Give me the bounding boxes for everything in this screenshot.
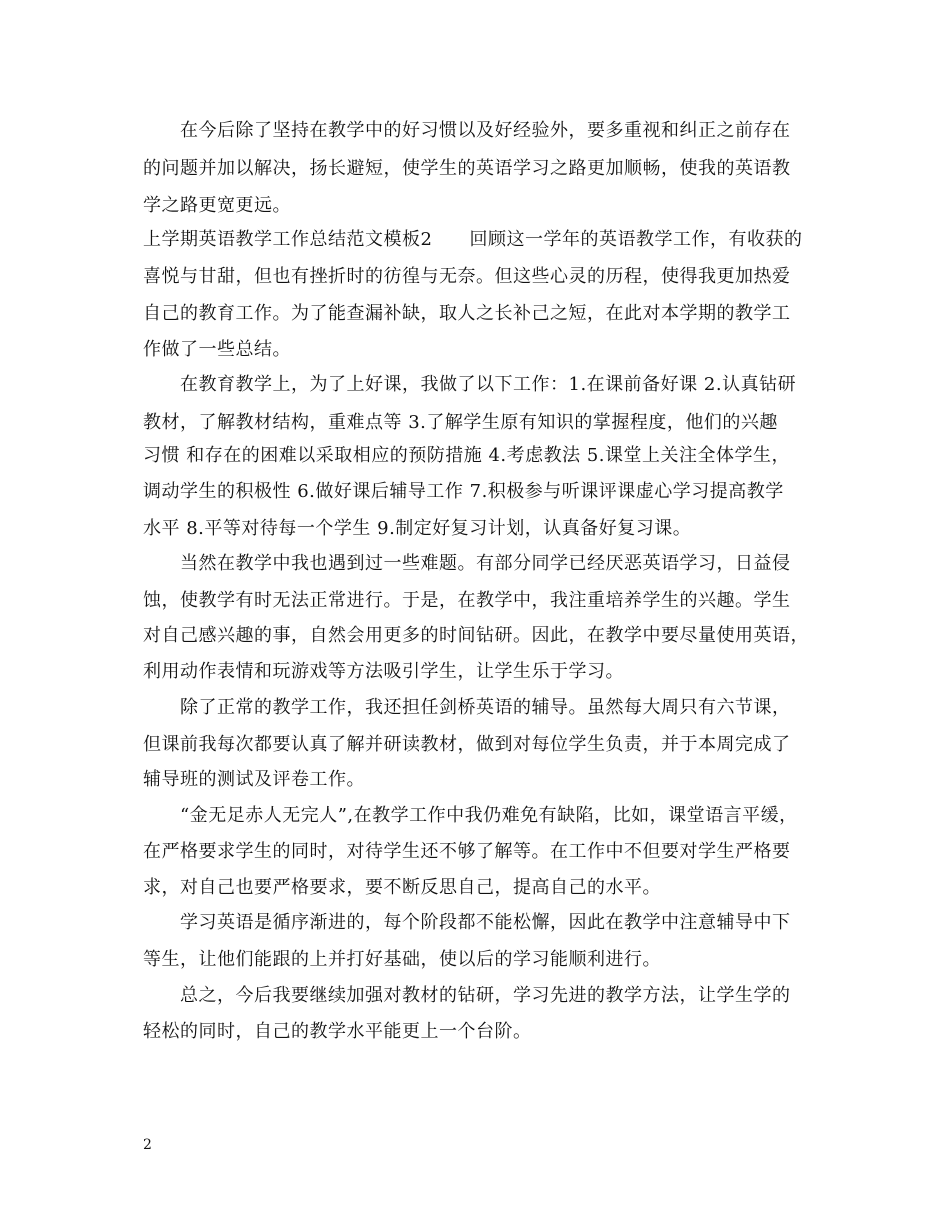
text-line: 调动学生的积极性 6.做好课后辅导工作 7.积极参与听课评课虚心学习提高教学: [143, 481, 784, 502]
text-line: 学之路更宽更远。: [143, 195, 291, 216]
text-line: 轻松的同时，自己的教学水平能更上一个台阶。: [143, 1021, 532, 1042]
text-line: 求，对自己也要严格要求，要不断反思自己，提高自己的水平。: [143, 877, 661, 898]
text-line: 但课前我每次都要认真了解并研读教材，做到对每位学生负责，并于本周完成了: [143, 734, 791, 755]
text-line: 习惯 和存在的困难以采取相应的预防措施 4.考虑教法 5.课堂上关注全体学生，: [143, 445, 791, 466]
text-line: 水平 8.平等对待每一个学生 9.制定好复习计划，认真备好复习课。: [143, 518, 692, 539]
text-line: 蚀，使教学有时无法正常进行。于是，在教学中，我注重培养学生的兴趣。学生: [143, 590, 791, 611]
text-line: 上学期英语教学工作总结范文模板2 回顾这一学年的英语教学工作，有收获的: [143, 229, 803, 250]
text-line: 教材，了解教材结构，重难点等 3.了解学生原有知识的掌握程度，他们的兴趣: [143, 412, 778, 433]
text-line: 自己的教育工作。为了能查漏补缺，取人之长补己之短，在此对本学期的教学工: [143, 303, 791, 324]
text-line: 学习英语是循序渐进的，每个阶段都不能松懈，因此在教学中注意辅导中下: [143, 912, 791, 933]
text-line: “金无足赤人无完人”,在教学工作中我仍难免有缺陷，比如，课堂语言平缓，: [143, 805, 798, 826]
text-line: 在教育教学上，为了上好课，我做了以下工作：1.在课前备好课 2.认真钻研: [143, 374, 797, 395]
text-line: 总之，今后我要继续加强对教材的钻研，学习先进的教学方法，让学生学的: [143, 985, 791, 1006]
page-number: 2: [143, 1137, 152, 1153]
text-line: 对自己感兴趣的事，自然会用更多的时间钻研。因此，在教学中要尽量使用英语，: [143, 625, 809, 646]
text-line: 利用动作表情和玩游戏等方法吸引学生，让学生乐于学习。: [143, 661, 624, 682]
text-line: 作做了一些总结。: [143, 339, 291, 360]
text-line: 等生，让他们能跟的上并打好基础，使以后的学习能顺利进行。: [143, 949, 661, 970]
text-line: 喜悦与甘甜，但也有挫折时的彷徨与无奈。但这些心灵的历程，使得我更加热爱: [143, 266, 791, 287]
text-line: 在今后除了坚持在教学中的好习惯以及好经验外，要多重视和纠正之前存在: [143, 120, 791, 141]
text-line: 当然在教学中我也遇到过一些难题。有部分同学已经厌恶英语学习，日益侵: [143, 553, 791, 574]
text-line: 的问题并加以解决，扬长避短，使学生的英语学习之路更加顺畅，使我的英语教: [143, 158, 791, 179]
text-line: 在严格要求学生的同时，对待学生还不够了解等。在工作中不但要对学生严格要: [143, 841, 791, 862]
text-line: 除了正常的教学工作，我还担任剑桥英语的辅导。虽然每大周只有六节课，: [143, 697, 791, 718]
text-line: 辅导班的测试及评卷工作。: [143, 769, 365, 790]
